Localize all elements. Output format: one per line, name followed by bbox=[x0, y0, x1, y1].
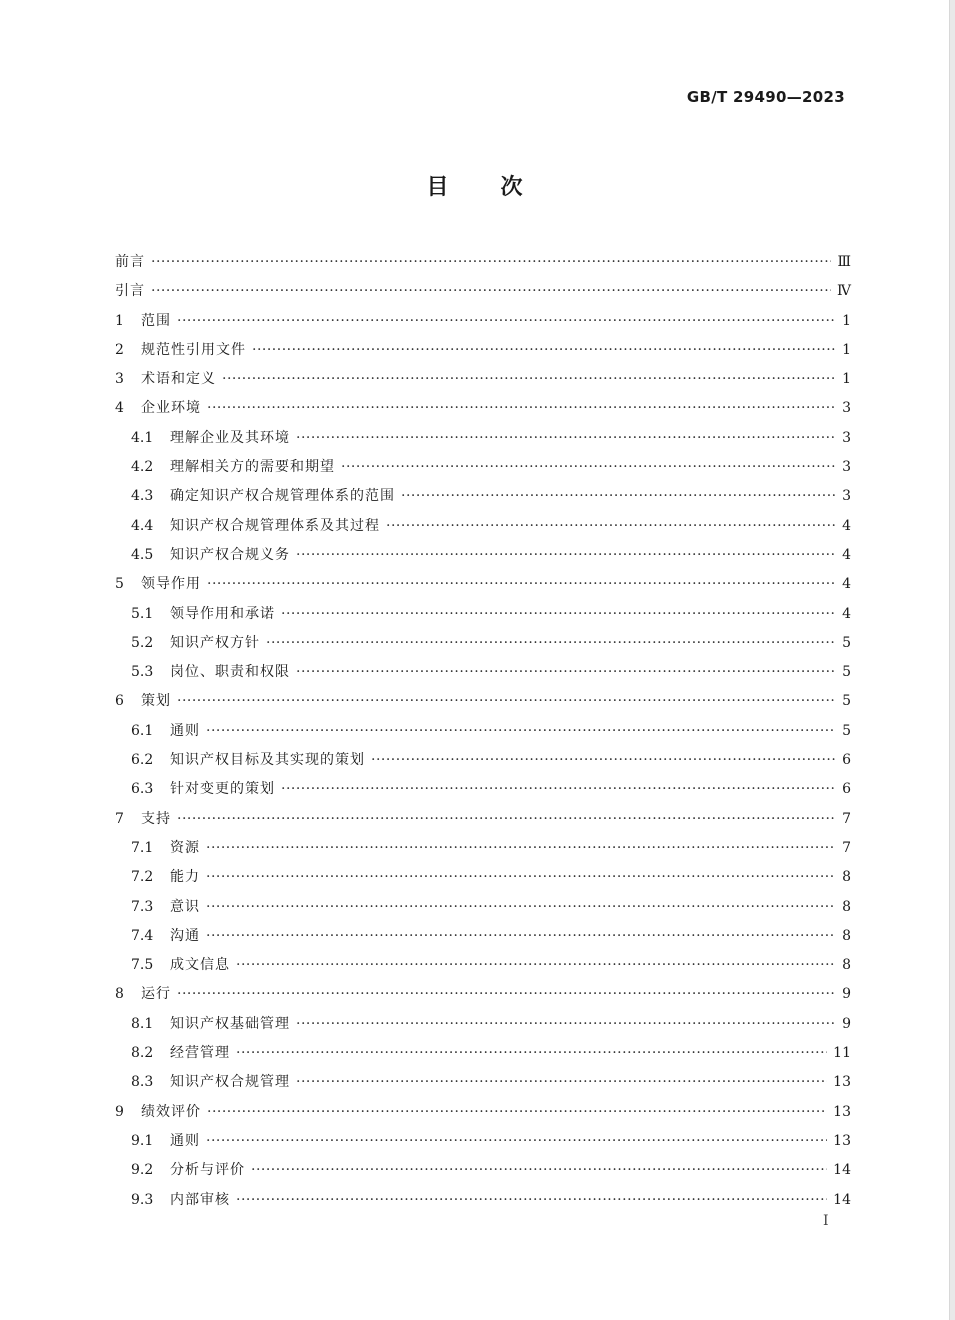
toc-leader-dots bbox=[207, 1098, 827, 1127]
toc-entry-page: 5 bbox=[842, 634, 851, 651]
toc-entry-label: 策划 bbox=[141, 693, 171, 710]
toc-entry-number: 9.3 bbox=[131, 1191, 154, 1208]
toc-entry-page: 14 bbox=[833, 1162, 851, 1179]
toc-leader-dots bbox=[281, 775, 835, 804]
toc-entry-label: 针对变更的策划 bbox=[170, 781, 275, 798]
toc-entry[interactable] bbox=[115, 951, 851, 980]
toc-entry-number: 9 bbox=[115, 1103, 124, 1120]
toc-entry[interactable] bbox=[115, 570, 851, 599]
toc-entry[interactable] bbox=[115, 600, 851, 629]
toc-entry[interactable] bbox=[115, 746, 851, 775]
toc-entry-page: 8 bbox=[842, 898, 851, 915]
toc-entry-label: 知识产权合规义务 bbox=[170, 546, 290, 563]
toc-entry-label: 沟通 bbox=[170, 927, 200, 944]
toc-entry-label: 范围 bbox=[141, 312, 171, 329]
page-number: I bbox=[823, 1213, 829, 1229]
toc-entry[interactable] bbox=[115, 365, 851, 394]
toc-leader-dots bbox=[401, 482, 835, 511]
toc-leader-dots bbox=[177, 980, 835, 1009]
toc-entry-label: 绩效评价 bbox=[141, 1103, 201, 1120]
toc-entry-label: 岗位、职责和权限 bbox=[170, 664, 290, 681]
toc-entry-page: 5 bbox=[842, 664, 851, 681]
toc-title-char-1: 目 bbox=[426, 175, 449, 200]
toc-entry-label: 资源 bbox=[170, 839, 200, 856]
toc-leader-dots bbox=[296, 1068, 827, 1097]
toc-entry-page: 14 bbox=[833, 1191, 851, 1208]
toc-entry-page: 8 bbox=[842, 957, 851, 974]
toc-leader-dots bbox=[151, 277, 831, 306]
toc-leader-dots bbox=[206, 834, 835, 863]
toc-entry[interactable] bbox=[115, 1186, 851, 1215]
toc-entry[interactable] bbox=[115, 277, 851, 306]
toc-entry-label: 术语和定义 bbox=[141, 371, 216, 388]
toc-entry-number: 4.1 bbox=[131, 429, 154, 446]
toc-leader-dots bbox=[296, 424, 835, 453]
toc-entry[interactable] bbox=[115, 1010, 851, 1039]
toc-entry[interactable] bbox=[115, 863, 851, 892]
toc-entry-label: 内部审核 bbox=[170, 1191, 230, 1208]
toc-entry-number: 5 bbox=[115, 576, 124, 593]
toc-entry-number: 5.1 bbox=[131, 605, 154, 622]
toc-entry-page: 1 bbox=[842, 371, 851, 388]
toc-entry-page: 11 bbox=[833, 1045, 851, 1062]
toc-entry-label: 知识产权基础管理 bbox=[170, 1015, 290, 1032]
toc-entry-page: 7 bbox=[842, 839, 851, 856]
toc-leader-dots bbox=[236, 1186, 827, 1215]
toc-entry-page: 9 bbox=[842, 1015, 851, 1032]
toc-leader-dots bbox=[206, 893, 835, 922]
toc-entry-page: 1 bbox=[842, 341, 851, 358]
toc-entry-label: 支持 bbox=[141, 810, 171, 827]
toc-entry[interactable] bbox=[115, 336, 851, 365]
toc-entry-page: 5 bbox=[842, 693, 851, 710]
toc-entry-number: 6.1 bbox=[131, 722, 154, 739]
toc-entry[interactable] bbox=[115, 541, 851, 570]
toc-entry-label: 领导作用和承诺 bbox=[170, 605, 275, 622]
toc-entry[interactable] bbox=[115, 1068, 851, 1097]
toc-leader-dots bbox=[371, 746, 835, 775]
toc-entry[interactable] bbox=[115, 834, 851, 863]
page-edge bbox=[950, 0, 955, 1320]
toc-entry-number: 7 bbox=[115, 810, 124, 827]
toc-entry-number: 7.4 bbox=[131, 927, 154, 944]
toc-entry-page: Ⅲ bbox=[837, 254, 851, 270]
toc-entry[interactable] bbox=[115, 658, 851, 687]
toc-leader-dots bbox=[281, 600, 835, 629]
toc-entry-number: 4.5 bbox=[131, 546, 154, 563]
toc-entry-number: 9.2 bbox=[131, 1162, 154, 1179]
toc-entry-number: 7.1 bbox=[131, 839, 154, 856]
toc-entry[interactable] bbox=[115, 1156, 851, 1185]
toc-entry-number: 8.2 bbox=[131, 1045, 154, 1062]
toc-leader-dots bbox=[222, 365, 835, 394]
toc-entry-number: 6 bbox=[115, 693, 124, 710]
toc-entry-label: 知识产权合规管理 bbox=[170, 1074, 290, 1091]
standard-code: GB/T 29490—2023 bbox=[686, 88, 845, 106]
toc-entry-page: 4 bbox=[842, 605, 851, 622]
toc-entry-label: 成文信息 bbox=[170, 957, 230, 974]
toc-entry-label: 企业环境 bbox=[141, 400, 201, 417]
toc-entry-page: 13 bbox=[833, 1132, 851, 1149]
toc-entry-page: 3 bbox=[842, 488, 851, 505]
toc-entry-label: 引言 bbox=[115, 283, 145, 300]
toc-entry[interactable] bbox=[115, 512, 851, 541]
toc-entry[interactable] bbox=[115, 717, 851, 746]
toc-entry-page: 4 bbox=[842, 546, 851, 563]
toc-entry[interactable] bbox=[115, 893, 851, 922]
toc-leader-dots bbox=[296, 658, 835, 687]
toc-entry-label: 规范性引用文件 bbox=[141, 341, 246, 358]
toc-leader-dots bbox=[177, 805, 835, 834]
toc-entry-label: 运行 bbox=[141, 986, 171, 1003]
toc-entry-page: 6 bbox=[842, 781, 851, 798]
toc-entry[interactable] bbox=[115, 922, 851, 951]
toc-entry-number: 7.5 bbox=[131, 957, 154, 974]
toc-entry-label: 经营管理 bbox=[170, 1045, 230, 1062]
toc-leader-dots bbox=[386, 512, 835, 541]
toc-entry-page: 4 bbox=[842, 576, 851, 593]
toc-leader-dots bbox=[206, 863, 835, 892]
toc-entry[interactable] bbox=[115, 307, 851, 336]
toc-entry-label: 能力 bbox=[170, 869, 200, 886]
toc-leader-dots bbox=[177, 687, 835, 716]
toc-leader-dots bbox=[207, 570, 835, 599]
toc-leader-dots bbox=[296, 1010, 835, 1039]
toc-entry[interactable] bbox=[115, 775, 851, 804]
toc-entry-page: 13 bbox=[833, 1103, 851, 1120]
toc-entry-number: 4.2 bbox=[131, 459, 154, 476]
toc-entry-label: 理解企业及其环境 bbox=[170, 429, 290, 446]
toc-entry[interactable] bbox=[115, 980, 851, 1009]
toc-entry-page: 8 bbox=[842, 869, 851, 886]
toc-entry-number: 4.4 bbox=[131, 517, 154, 534]
toc-entry[interactable] bbox=[115, 1039, 851, 1068]
toc-entry-number: 8 bbox=[115, 986, 124, 1003]
toc-entry-number: 1 bbox=[115, 312, 124, 329]
toc-entry-number: 9.1 bbox=[131, 1132, 154, 1149]
toc-entry[interactable] bbox=[115, 424, 851, 453]
toc-entry-page: 5 bbox=[842, 722, 851, 739]
toc-entry-number: 4.3 bbox=[131, 488, 154, 505]
toc-leader-dots bbox=[252, 336, 835, 365]
toc-entry[interactable] bbox=[115, 482, 851, 511]
toc-entry-number: 2 bbox=[115, 341, 124, 358]
toc-entry-label: 知识产权方针 bbox=[170, 634, 260, 651]
toc-entry-number: 7.2 bbox=[131, 869, 154, 886]
toc-leader-dots bbox=[296, 541, 835, 570]
toc-entry-label: 分析与评价 bbox=[170, 1162, 245, 1179]
toc-entry-page: 6 bbox=[842, 752, 851, 769]
toc-entry-label: 通则 bbox=[170, 1132, 200, 1149]
toc-entry-page: 9 bbox=[842, 986, 851, 1003]
toc-entry-label: 意识 bbox=[170, 898, 200, 915]
table-of-contents bbox=[115, 248, 851, 1215]
toc-entry-number: 6.2 bbox=[131, 752, 154, 769]
toc-entry-page: 4 bbox=[842, 517, 851, 534]
toc-entry-page: 7 bbox=[842, 810, 851, 827]
toc-leader-dots bbox=[236, 951, 835, 980]
toc-leader-dots bbox=[207, 394, 835, 423]
toc-entry-label: 理解相关方的需要和期望 bbox=[170, 459, 335, 476]
toc-entry-page: 3 bbox=[842, 429, 851, 446]
toc-entry-label: 前言 bbox=[115, 254, 145, 270]
toc-leader-dots bbox=[151, 248, 831, 277]
toc-entry[interactable] bbox=[115, 394, 851, 423]
toc-entry-number: 5.3 bbox=[131, 664, 154, 681]
toc-entry-page: 3 bbox=[842, 459, 851, 476]
toc-entry-number: 8.3 bbox=[131, 1074, 154, 1091]
toc-entry-label: 知识产权目标及其实现的策划 bbox=[170, 752, 365, 769]
toc-entry[interactable] bbox=[115, 248, 851, 277]
toc-title bbox=[0, 170, 949, 201]
toc-entry-label: 确定知识产权合规管理体系的范围 bbox=[170, 488, 395, 505]
toc-entry-page: 1 bbox=[842, 312, 851, 329]
toc-entry[interactable] bbox=[115, 1098, 851, 1127]
toc-entry-number: 5.2 bbox=[131, 634, 154, 651]
toc-entry-number: 3 bbox=[115, 371, 124, 388]
toc-leader-dots bbox=[206, 717, 835, 746]
toc-entry-page: 13 bbox=[833, 1074, 851, 1091]
toc-entry[interactable] bbox=[115, 687, 851, 716]
toc-entry[interactable] bbox=[115, 805, 851, 834]
toc-entry-number: 4 bbox=[115, 400, 124, 417]
toc-entry[interactable] bbox=[115, 629, 851, 658]
toc-entry-label: 知识产权合规管理体系及其过程 bbox=[170, 517, 380, 534]
toc-entry[interactable] bbox=[115, 1127, 851, 1156]
toc-leader-dots bbox=[177, 307, 835, 336]
toc-entry-page: 3 bbox=[842, 400, 851, 417]
toc-leader-dots bbox=[251, 1156, 827, 1185]
toc-entry[interactable] bbox=[115, 453, 851, 482]
toc-leader-dots bbox=[206, 1127, 827, 1156]
toc-entry-label: 领导作用 bbox=[141, 576, 201, 593]
toc-entry-page: 8 bbox=[842, 927, 851, 944]
toc-entry-number: 8.1 bbox=[131, 1015, 154, 1032]
toc-leader-dots bbox=[236, 1039, 827, 1068]
toc-entry-page: Ⅳ bbox=[837, 283, 851, 300]
toc-title-char-2: 次 bbox=[500, 175, 523, 200]
toc-leader-dots bbox=[266, 629, 835, 658]
toc-entry-number: 7.3 bbox=[131, 898, 154, 915]
toc-leader-dots bbox=[341, 453, 835, 482]
toc-entry-number: 6.3 bbox=[131, 781, 154, 798]
toc-entry-label: 通则 bbox=[170, 722, 200, 739]
toc-leader-dots bbox=[206, 922, 835, 951]
